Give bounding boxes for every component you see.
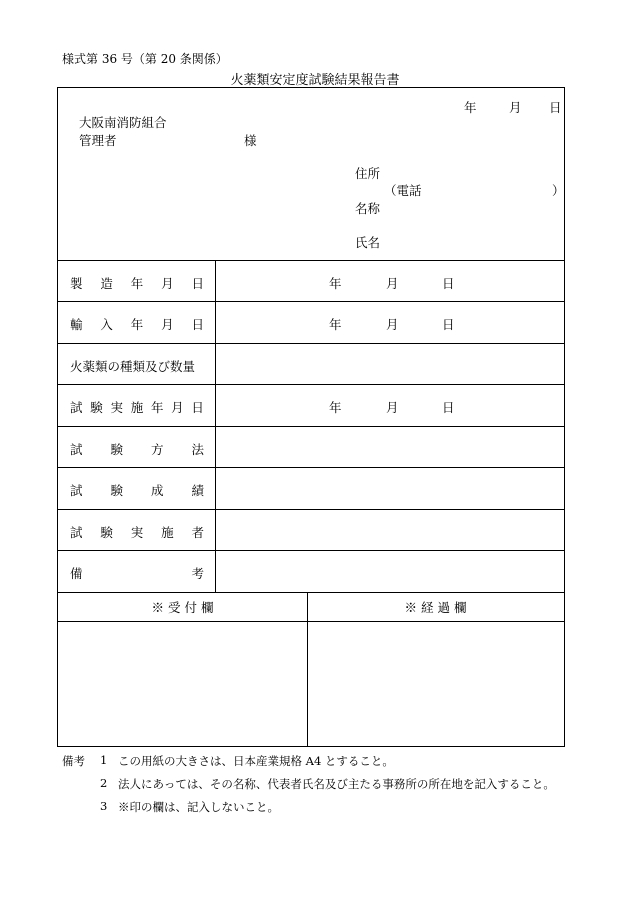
row-label-manufacture-date [70, 274, 204, 292]
date-year: 年 [464, 100, 477, 115]
row-label-import-date-char: 月 [161, 317, 174, 332]
row-label-test-method-char: 法 [191, 442, 204, 457]
row-label-explosive-type: 火薬類の種類及び数量 [70, 359, 196, 374]
row-label-test-method [70, 440, 204, 458]
remark-number: 2 [100, 776, 108, 790]
row-label-notes-char: 備 [70, 566, 83, 581]
row-label-import-date-char: 日 [191, 317, 204, 332]
name-label: 名称 [355, 201, 381, 216]
row-label-test-method-char: 方 [150, 442, 164, 457]
remark-text: 法人にあっては、その名称、代表者氏名及び主たる事務所の所在地を記入すること。 [118, 777, 555, 791]
phone-label: （電話 [384, 183, 422, 198]
row-label-test-result-char: 成 [150, 483, 164, 498]
row-label-tester-char: 者 [191, 525, 204, 540]
row-label-manufacture-date-char: 年 [130, 276, 144, 291]
test-month: 月 [386, 400, 399, 415]
row-label-tester-char: 試 [70, 525, 83, 540]
row-label-manufacture-date-char: 日 [191, 276, 204, 291]
person-label: 氏名 [355, 235, 381, 250]
manufacture-day: 日 [442, 276, 455, 291]
row-label-import-date-char: 輸 [70, 317, 83, 332]
row-label-test-result-char: 試 [70, 483, 83, 498]
progress-column-header: ※ 経 過 欄 [404, 600, 467, 615]
form-number: 様式第 36 号（第 20 条関係） [62, 52, 228, 66]
report-form [57, 87, 565, 747]
import-month: 月 [386, 317, 399, 332]
remark-number: 1 [100, 753, 108, 767]
address-label: 住所 [355, 166, 381, 181]
row-label-test-date-char: 年 [150, 400, 164, 415]
row-label-import-date [70, 315, 204, 333]
addressee-org: 大阪南消防組合 [79, 115, 167, 130]
remark-text: この用紙の大きさは、日本産業規格 A4 とすること。 [118, 754, 394, 768]
row-label-manufacture-date-char: 造 [100, 276, 113, 291]
date-month: 月 [509, 100, 522, 115]
row-label-tester-char: 験 [100, 525, 113, 540]
row-label-test-date-char: 験 [90, 400, 103, 415]
row-label-test-date-char: 施 [130, 400, 144, 415]
addressee-manager: 管理者 [79, 133, 117, 148]
remark-text: ※印の欄は、記入しないこと。 [118, 800, 279, 814]
row-label-tester-char: 施 [161, 525, 174, 540]
row-label-manufacture-date-char: 月 [161, 276, 174, 291]
row-label-test-method-char: 験 [110, 442, 123, 457]
row-label-test-method-char: 試 [70, 442, 83, 457]
row-label-manufacture-date-char: 製 [70, 276, 83, 291]
remarks-heading: 備考 [62, 754, 85, 768]
row-label-test-date [70, 398, 204, 416]
remark-number: 3 [100, 799, 108, 813]
row-label-test-result-char: 験 [110, 483, 123, 498]
phone-close: ） [552, 183, 565, 198]
row-label-tester [70, 523, 204, 541]
reception-column-header: ※ 受 付 欄 [151, 600, 214, 615]
row-label-test-date-char: 実 [110, 400, 123, 415]
row-label-test-date-char: 試 [70, 400, 83, 415]
row-label-import-date-char: 年 [130, 317, 144, 332]
manufacture-month: 月 [386, 276, 399, 291]
manufacture-year: 年 [329, 276, 342, 291]
row-label-import-date-char: 入 [100, 317, 113, 332]
honorific: 様 [244, 133, 257, 148]
row-label-test-result [70, 481, 204, 499]
row-label-tester-char: 実 [130, 525, 144, 540]
import-day: 日 [442, 317, 455, 332]
row-label-test-date-char: 月 [171, 400, 184, 415]
row-label-notes-char: 考 [191, 566, 204, 581]
row-label-test-result-char: 績 [191, 483, 204, 498]
import-year: 年 [329, 317, 342, 332]
row-label-notes [70, 564, 204, 582]
document-title: 火薬類安定度試験結果報告書 [230, 73, 400, 88]
row-label-test-date-char: 日 [191, 400, 204, 415]
test-day: 日 [442, 400, 455, 415]
test-year: 年 [329, 400, 342, 415]
date-day: 日 [549, 100, 562, 115]
